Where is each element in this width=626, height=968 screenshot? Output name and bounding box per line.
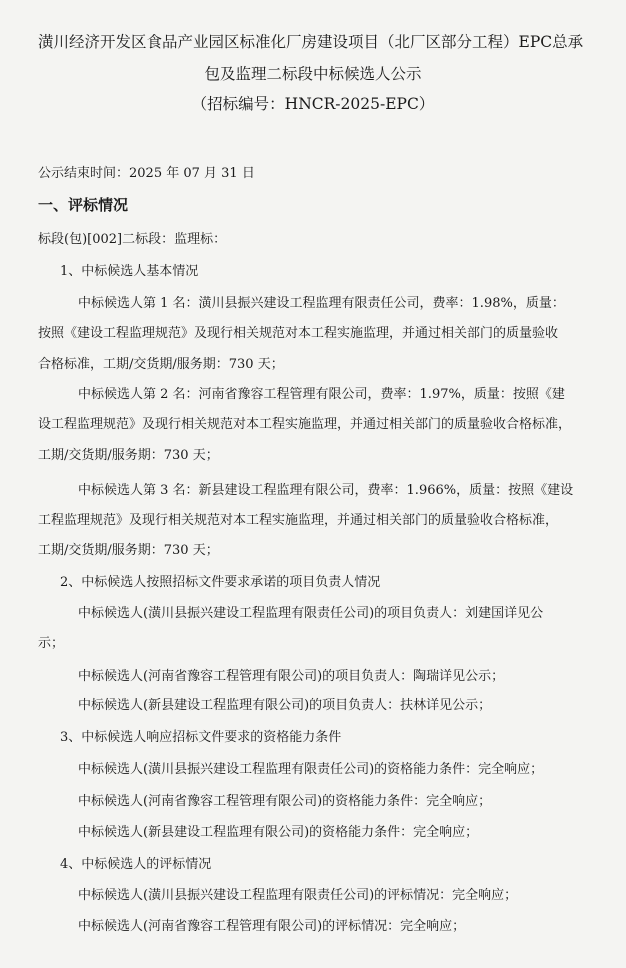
project-leader-1-line-1: 中标候选人(潢川县振兴建设工程监理有限责任公司)的项目负责人：刘建国详见公: [78, 606, 544, 621]
project-leader-1-line-2: 示；: [38, 636, 65, 651]
section-heading-evaluation: 一、评标情况: [38, 196, 129, 214]
subsection-heading-evaluation-result: 4、中标候选人的评标情况: [60, 857, 212, 872]
evaluation-result-1: 中标候选人(潢川县振兴建设工程监理有限责任公司)的评标情况：完全响应；: [78, 888, 518, 903]
candidate-1-line-2: 按照《建设工程监理规范》及现行相关规范对本工程实施监理，并通过相关部门的质量验收: [38, 326, 559, 341]
candidate-2-line-2: 设工程监理规范》及现行相关规范对本工程实施监理，并通过相关部门的质量验收合格标准，: [38, 417, 572, 432]
candidate-2-line-1: 中标候选人第 2 名：河南省豫容工程管理有限公司，费率：1.97%，质量：按照《建: [78, 387, 565, 402]
title-line-1: 潢川经济开发区食品产业园区标准化厂房建设项目（北厂区部分工程）EPC总承: [38, 33, 584, 51]
qualification-3: 中标候选人(新县建设工程监理有限公司)的资格能力条件：完全响应；: [78, 825, 479, 840]
publicity-end-time: 公示结束时间：2025 年 07 月 31 日: [38, 166, 255, 181]
lot-label: 标段(包)[002]二标段：监理标：: [38, 232, 227, 247]
candidate-3-line-1: 中标候选人第 3 名：新县建设工程监理有限公司，费率：1.966%，质量：按照《建设: [78, 483, 574, 498]
candidate-1-line-1: 中标候选人第 1 名：潢川县振兴建设工程监理有限责任公司，费率：1.98%，质量：: [78, 296, 565, 311]
qualification-2: 中标候选人(河南省豫容工程管理有限公司)的资格能力条件：完全响应；: [78, 794, 492, 809]
candidate-3-line-3: 工期/交货期/服务期：730 天；: [38, 543, 219, 558]
candidate-2-line-3: 工期/交货期/服务期：730 天；: [38, 448, 219, 463]
project-leader-2: 中标候选人(河南省豫容工程管理有限公司)的项目负责人：陶瑞详见公示；: [78, 669, 505, 684]
candidate-1-line-3: 合格标准，工期/交货期/服务期：730 天；: [38, 357, 284, 372]
project-leader-3: 中标候选人(新县建设工程监理有限公司)的项目负责人：扶林详见公示；: [78, 698, 492, 713]
tender-code: （招标编号：HNCR-2025-EPC）: [191, 95, 435, 113]
qualification-1: 中标候选人(潢川县振兴建设工程监理有限责任公司)的资格能力条件：完全响应；: [78, 762, 544, 777]
title-line-2: 包及监理二标段中标候选人公示: [204, 65, 422, 83]
subsection-heading-basic-info: 1、中标候选人基本情况: [60, 264, 199, 279]
subsection-heading-qualification: 3、中标候选人响应招标文件要求的资格能力条件: [60, 730, 342, 745]
evaluation-result-2: 中标候选人(河南省豫容工程管理有限公司)的评标情况：完全响应；: [78, 919, 466, 934]
candidate-3-line-2: 工程监理规范》及现行相关规范对本工程实施监理，并通过相关部门的质量验收合格标准，: [38, 513, 559, 528]
subsection-heading-project-leader: 2、中标候选人按照招标文件要求承诺的项目负责人情况: [60, 575, 381, 590]
